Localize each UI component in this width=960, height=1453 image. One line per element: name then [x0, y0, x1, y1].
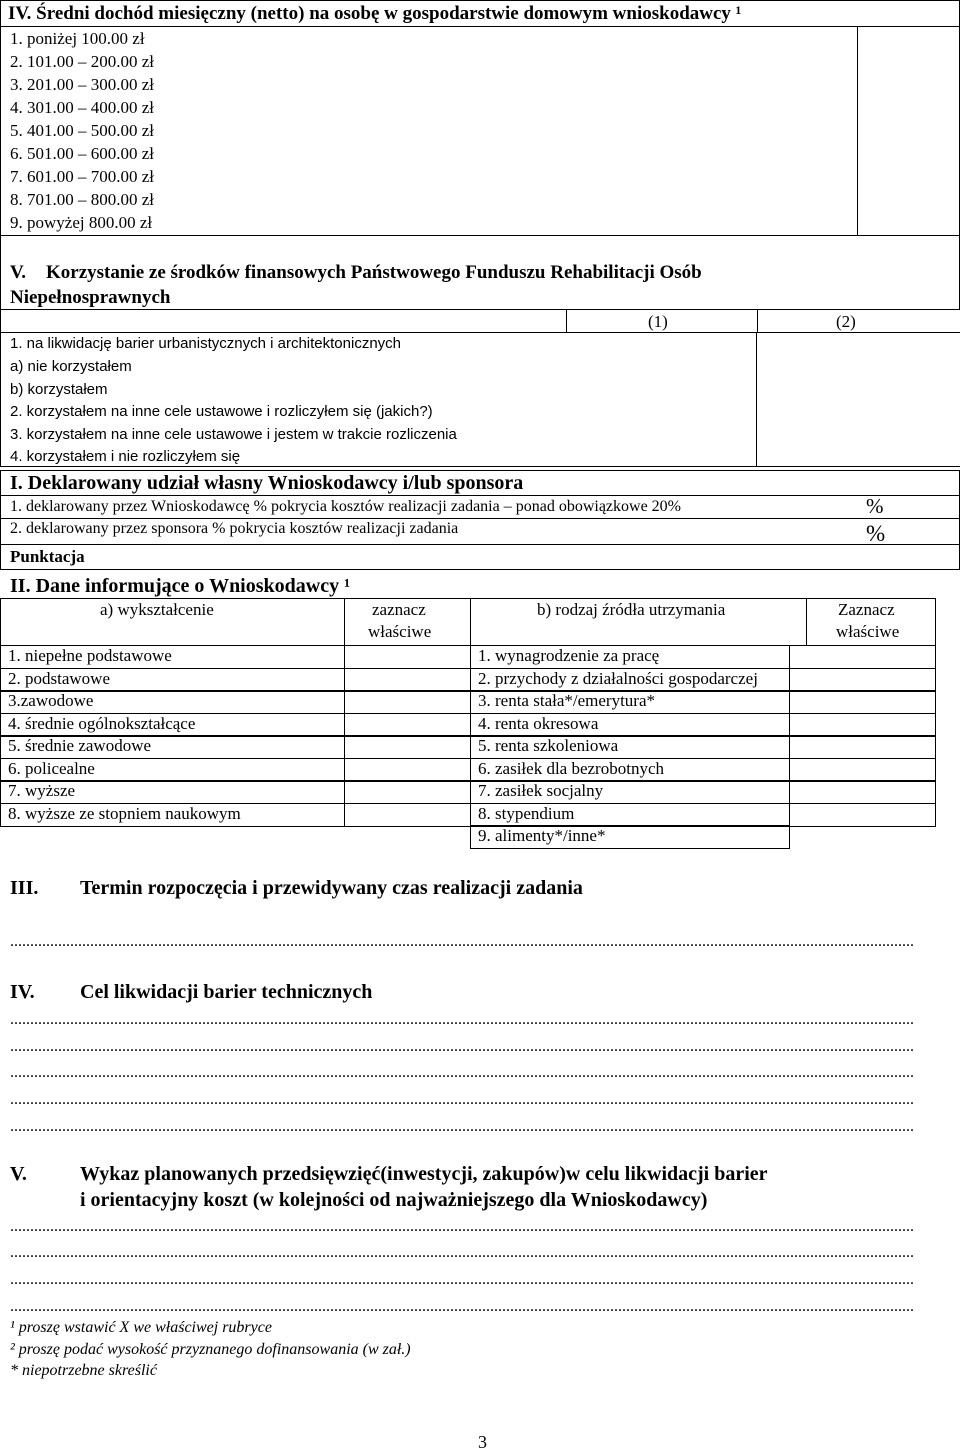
edu-item: 4. średnie ogólnokształcące	[8, 714, 196, 733]
scoring-label: Punktacja	[10, 547, 85, 566]
own-share-row2: 2. deklarowany przez sponsora % pokrycia kosztów realizacji zadania	[10, 520, 459, 537]
edu-mark-cell[interactable]	[344, 735, 471, 759]
income-mark-cell[interactable]	[857, 26, 960, 236]
income-item: 7. 601.00 – 700.00 zł	[10, 167, 155, 186]
dotted-line[interactable]: ..................................................................................................................................................................................................................................	[10, 933, 914, 950]
dotted-line[interactable]: ..................................................................................................................................................................................................................................	[10, 1271, 914, 1288]
section4-num: IV.	[10, 981, 35, 1003]
pfron-title-line1: Korzystanie ze środków finansowych Państwowego Funduszu Rehabilitacji Osób	[46, 262, 702, 283]
section4-title: Cel likwidacji barier technicznych	[80, 981, 373, 1003]
income-src-mark-cell[interactable]	[789, 758, 936, 782]
dotted-line[interactable]: ..................................................................................................................................................................................................................................	[10, 1038, 914, 1055]
income-src-mark-cell[interactable]	[789, 645, 936, 669]
income-item: 5. 401.00 – 500.00 zł	[10, 121, 155, 140]
income-src-mark-cell[interactable]	[789, 690, 936, 714]
pfron-row: b) korzystałem	[10, 381, 108, 398]
scoring-cell	[0, 544, 960, 570]
edu-mark-header-2: właściwe	[368, 622, 432, 641]
edu-mark-cell[interactable]	[344, 803, 471, 827]
edu-mark-header-1: zaznacz	[372, 600, 426, 619]
dotted-line[interactable]: ..................................................................................................................................................................................................................................	[10, 1298, 914, 1315]
income-item: 3. 201.00 – 300.00 zł	[10, 75, 155, 94]
dotted-line[interactable]: ..................................................................................................................................................................................................................................	[10, 1218, 914, 1235]
income-src-mark-cell[interactable]	[789, 668, 936, 692]
footnote: ² proszę podać wysokość przyznanego dofinansowania (w zał.)	[10, 1341, 411, 1358]
edu-item: 2. podstawowe	[8, 669, 110, 688]
section3-title: Termin rozpoczęcia i przewidywany czas realizacji zadania	[80, 877, 583, 899]
income-item: 9. powyżej 800.00 zł	[10, 213, 153, 232]
edu-mark-cell[interactable]	[344, 758, 471, 782]
pfron-title-line2: Niepełnosprawnych	[10, 287, 171, 308]
edu-mark-cell[interactable]	[344, 645, 471, 669]
income-title: IV. Średni dochód miesięczny (netto) na osobę w gospodarstwie domowym wnioskodawcy ¹	[8, 3, 742, 24]
income-src-item: 1. wynagrodzenie za pracę	[478, 646, 660, 665]
edu-header: a) wykształcenie	[100, 600, 214, 619]
footnote: * niepotrzebne skreślić	[10, 1362, 157, 1379]
income-src-item: 8. stypendium	[478, 804, 575, 823]
section5-num: V.	[10, 1163, 27, 1185]
dotted-line[interactable]: ..................................................................................................................................................................................................................................	[10, 1011, 914, 1028]
income-src-mark-cell[interactable]	[789, 735, 936, 759]
income-src-item: 9. alimenty*/inne*	[478, 826, 606, 845]
pfron-col1-label: (1)	[648, 312, 668, 331]
footnote: ¹ proszę wstawić X we właściwej rubryce	[10, 1319, 272, 1336]
income-src-item: 4. renta okresowa	[478, 714, 599, 733]
own-share-percent-1[interactable]: %	[866, 494, 884, 518]
edu-mark-cell[interactable]	[344, 668, 471, 692]
pfron-col2-head	[757, 309, 960, 333]
income-item: 1. poniżej 100.00 zł	[10, 29, 145, 48]
income-item: 2. 101.00 – 200.00 zł	[10, 52, 155, 71]
dotted-line[interactable]: ..................................................................................................................................................................................................................................	[10, 1244, 914, 1261]
income-src-header: b) rodzaj źródła utrzymania	[537, 600, 726, 619]
income-src-item: 2. przychody z działalności gospodarczej	[478, 669, 758, 688]
pfron-blank-head	[0, 309, 567, 333]
edu-mark-cell[interactable]	[344, 690, 471, 714]
applicant-info-title: II. Dane informujące o Wnioskodawcy ¹	[10, 575, 351, 597]
income-item: 8. 701.00 – 800.00 zł	[10, 190, 155, 209]
dotted-line[interactable]: ..................................................................................................................................................................................................................................	[10, 1091, 914, 1108]
income-src-item: 3. renta stała*/emerytura*	[478, 691, 656, 710]
pfron-num: V.	[10, 262, 27, 283]
edu-item: 3.zawodowe	[8, 691, 94, 710]
income-item: 6. 501.00 – 600.00 zł	[10, 144, 155, 163]
income-mark-header-2: właściwe	[836, 622, 900, 641]
edu-mark-cell[interactable]	[344, 780, 471, 804]
income-src-mark-cell[interactable]	[789, 780, 936, 804]
income-src-mark-cell[interactable]	[789, 803, 936, 827]
income-item: 4. 301.00 – 400.00 zł	[10, 98, 155, 117]
own-share-percent-2[interactable]: %	[866, 521, 886, 546]
pfron-row: 1. na likwidację barier urbanistycznych i architektonicznych	[10, 335, 402, 352]
dotted-line[interactable]: ..................................................................................................................................................................................................................................	[10, 1064, 914, 1081]
edu-item: 7. wyższe	[8, 781, 76, 800]
pfron-row: 3. korzystałem na inne cele ustawowe i jestem w trakcie rozliczenia	[10, 426, 457, 443]
income-src-mark-cell[interactable]	[789, 713, 936, 737]
pfron-mark-cell[interactable]	[756, 332, 960, 467]
pfron-col2-label: (2)	[836, 312, 856, 331]
section3-num: III.	[10, 877, 39, 899]
edu-item: 1. niepełne podstawowe	[8, 646, 172, 665]
section5-title-line1: Wykaz planowanych przedsięwzięć(inwestycji, zakupów)w celu likwidacji barier	[80, 1163, 768, 1185]
income-src-item: 5. renta szkoleniowa	[478, 736, 619, 755]
income-src-item: 6. zasiłek dla bezrobotnych	[478, 759, 664, 778]
income-src-item: 7. zasiłek socjalny	[478, 781, 604, 800]
edu-mark-cell[interactable]	[344, 713, 471, 737]
own-share-title: I. Deklarowany udział własny Wnioskodawcy i/lub sponsora	[10, 472, 524, 494]
pfron-row: 2. korzystałem na inne cele ustawowe i rozliczyłem się (jakich?)	[10, 403, 433, 420]
page-number: 3	[478, 1432, 487, 1452]
income-mark-header-1: Zaznacz	[838, 600, 895, 619]
edu-item: 5. średnie zawodowe	[8, 736, 152, 755]
own-share-row1: 1. deklarowany przez Wnioskodawcę % pokrycia kosztów realizacji zadania – ponad obowiązkowe 20%	[10, 498, 681, 515]
edu-item: 8. wyższe ze stopniem naukowym	[8, 804, 241, 823]
section5-title-line2: i orientacyjny koszt (w kolejności od najważniejszego dla Wnioskodawcy)	[80, 1189, 708, 1211]
dotted-line[interactable]: ..................................................................................................................................................................................................................................	[10, 1118, 914, 1135]
pfron-row: a) nie korzystałem	[10, 358, 132, 375]
pfron-row: 4. korzystałem i nie rozliczyłem się	[10, 448, 241, 465]
edu-item: 6. policealne	[8, 759, 95, 778]
